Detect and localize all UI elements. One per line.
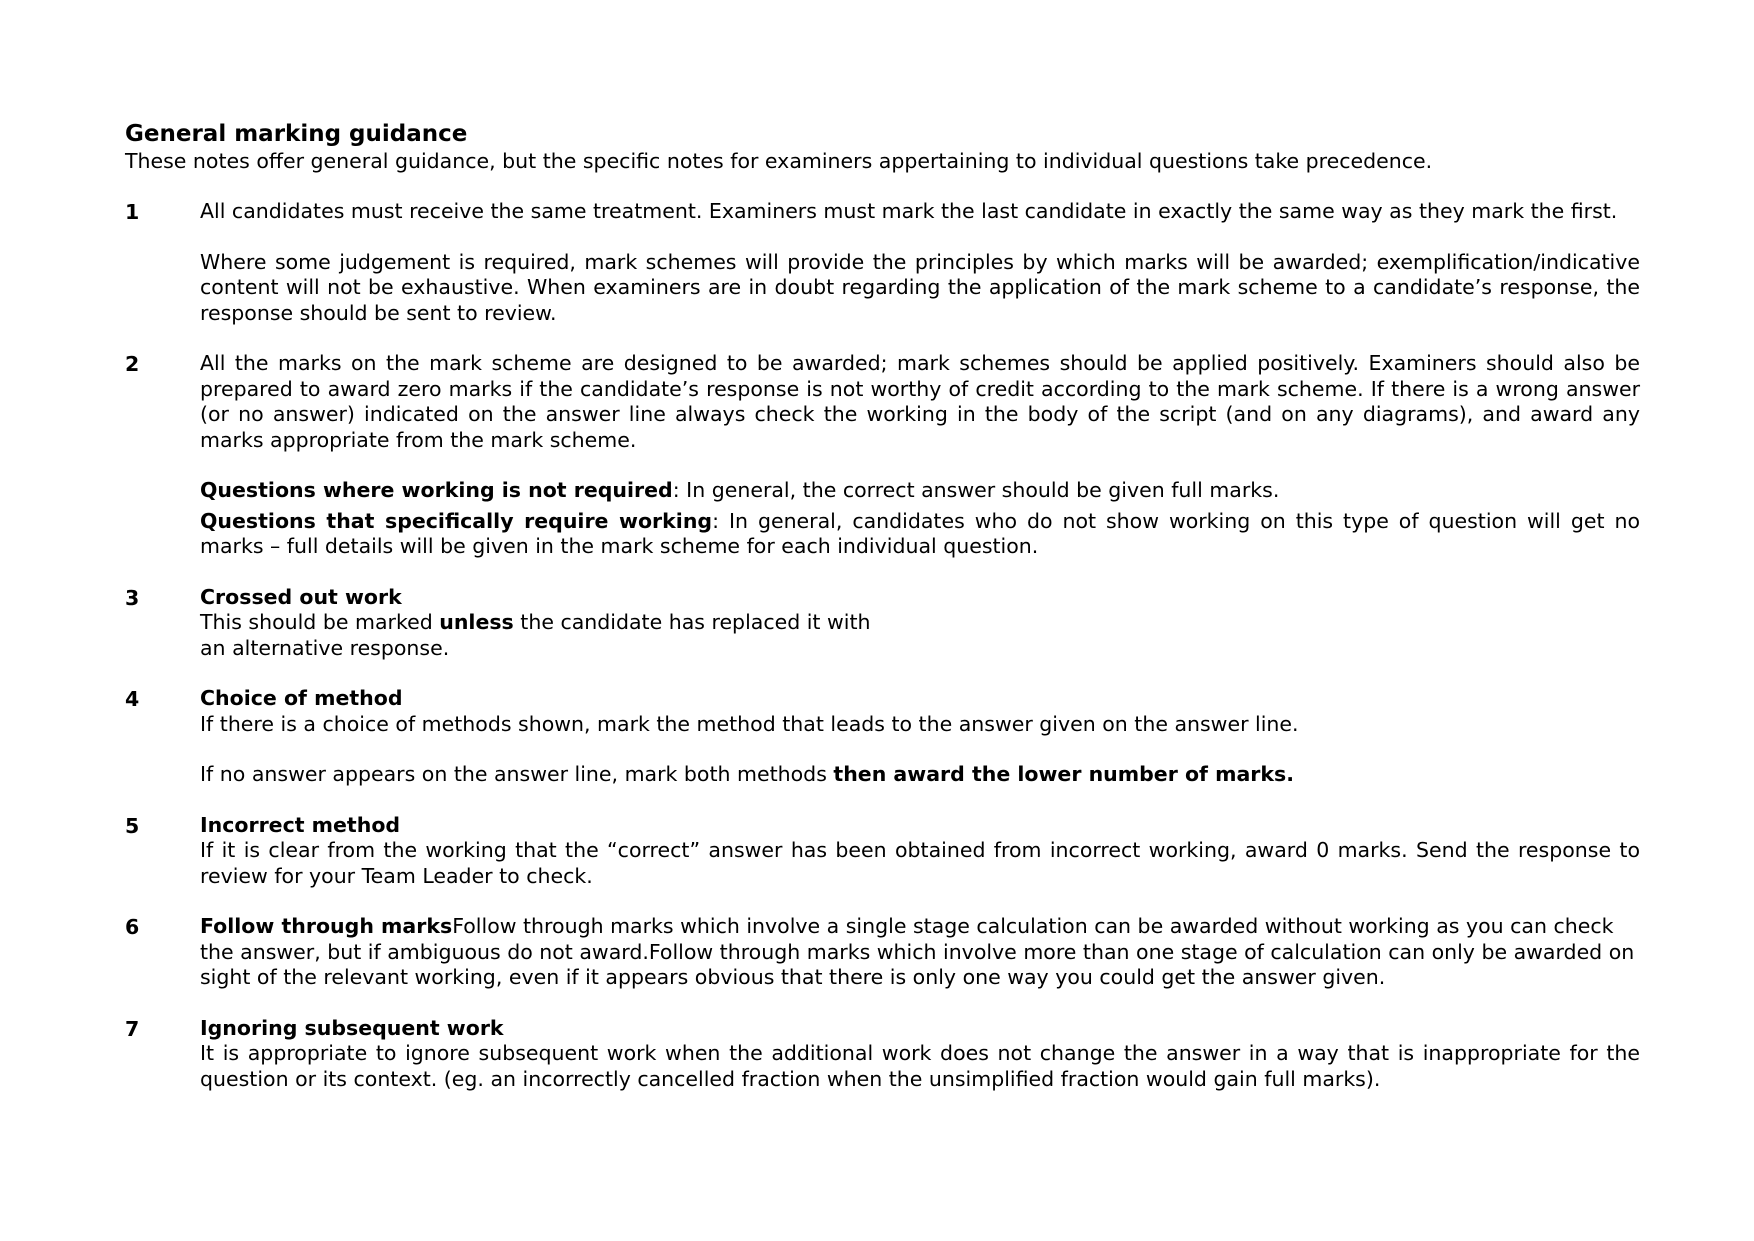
page-title: General marking guidance xyxy=(125,121,468,147)
item-number: 1 xyxy=(125,200,140,224)
item-body xyxy=(200,686,1640,788)
note-text: : In general, the correct answer should be given full marks. xyxy=(672,478,1280,502)
note-text: : In general, candidates who do not show working on this type of question will get no marks – full details will be given in the mark scheme for each individual question. xyxy=(200,508,1640,558)
item-paragraph: If there is a choice of methods shown, mark the method that leads to the answer given on the answer line. xyxy=(200,711,1299,736)
guidance-item-3 xyxy=(125,585,1640,662)
emphasis-text: then award the lower number of marks. xyxy=(833,762,1295,786)
item-body xyxy=(200,813,1640,890)
guidance-item-5 xyxy=(125,813,1640,890)
item-number: 6 xyxy=(125,915,140,939)
working-not-required-note xyxy=(200,478,1640,504)
guidance-item-2 xyxy=(125,351,1640,560)
guidance-item-1 xyxy=(125,199,1640,326)
emphasis-text: unless xyxy=(439,610,514,634)
item-heading: Follow through marks xyxy=(200,914,453,938)
item-body xyxy=(200,1016,1640,1093)
item-body xyxy=(200,585,1640,662)
text-run: Follow through marks which involve a single stage calculation can be awarded without working as you can check the answer, but if ambiguous do not award.Follow through marks which involve more than one stage of calculation can only be awarded on sight of the relevant working, even if it appears obvious that there is only one way you could get the answer given. xyxy=(200,914,1635,989)
item-paragraph: If it is clear from the working that the “correct” answer has been obtained from incorrect working, award 0 marks. Send the response to review for your Team Leader to check. xyxy=(200,838,1640,888)
item-number: 7 xyxy=(125,1016,140,1041)
text-run: If no answer appears on the answer line, mark both methods xyxy=(200,762,834,786)
note-heading: Questions where working is not required xyxy=(200,478,673,502)
item-body xyxy=(200,199,1640,326)
item-number: 2 xyxy=(125,352,140,376)
item-paragraph: All candidates must receive the same treatment. Examiners must mark the last candidate in exactly the same way as they mark the first. xyxy=(200,199,1618,223)
item-paragraph xyxy=(200,762,1640,788)
text-run: This should be marked xyxy=(200,610,440,634)
item-number: 5 xyxy=(125,813,140,838)
item-heading: Ignoring subsequent work xyxy=(200,1015,504,1040)
item-paragraph xyxy=(200,914,1640,991)
item-body xyxy=(200,351,1640,560)
item-heading: Incorrect method xyxy=(200,812,401,837)
item-number: 4 xyxy=(125,687,140,711)
guidance-item-7 xyxy=(125,1016,1640,1093)
item-paragraph: Where some judgement is required, mark schemes will provide the principles by which marks will be awarded; exemplification/indicative content will not be exhaustive. When examiners are in doubt regarding the application of the mark scheme to a candidate’s response, the response should be sent to review. xyxy=(200,249,1640,325)
text-run: the candidate has replaced it with xyxy=(513,610,871,634)
working-required-note xyxy=(200,509,1640,560)
item-paragraph xyxy=(200,610,1640,636)
document-page xyxy=(125,120,1640,1117)
item-heading: Crossed out work xyxy=(200,584,402,609)
item-body xyxy=(200,914,1640,991)
item-number: 3 xyxy=(125,585,140,610)
intro-text: These notes offer general guidance, but the specific notes for examiners appertaining to individual questions take precedence. xyxy=(125,149,1433,173)
guidance-item-4 xyxy=(125,686,1640,788)
item-paragraph: All the marks on the mark scheme are designed to be awarded; mark schemes should be applied positively. Examiners should also be prepared to award zero marks if the candidate’s response is not worthy of credit according to the mark scheme. If there is a wrong answer (or no answer) indicated on the answer line always check the working in the body of the script (and on any diagrams), and award any marks appropriate from the mark scheme. xyxy=(200,351,1640,452)
guidance-item-6 xyxy=(125,914,1640,991)
item-paragraph: an alternative response. xyxy=(200,635,450,660)
item-heading: Choice of method xyxy=(200,686,403,710)
item-paragraph: It is appropriate to ignore subsequent work when the additional work does not change the answer in a way that is inappropriate for the question or its context. (eg. an incorrectly cancelled fraction when the unsimplified fraction would gain full marks). xyxy=(200,1041,1640,1091)
note-heading: Questions that specifically require working xyxy=(200,508,713,533)
